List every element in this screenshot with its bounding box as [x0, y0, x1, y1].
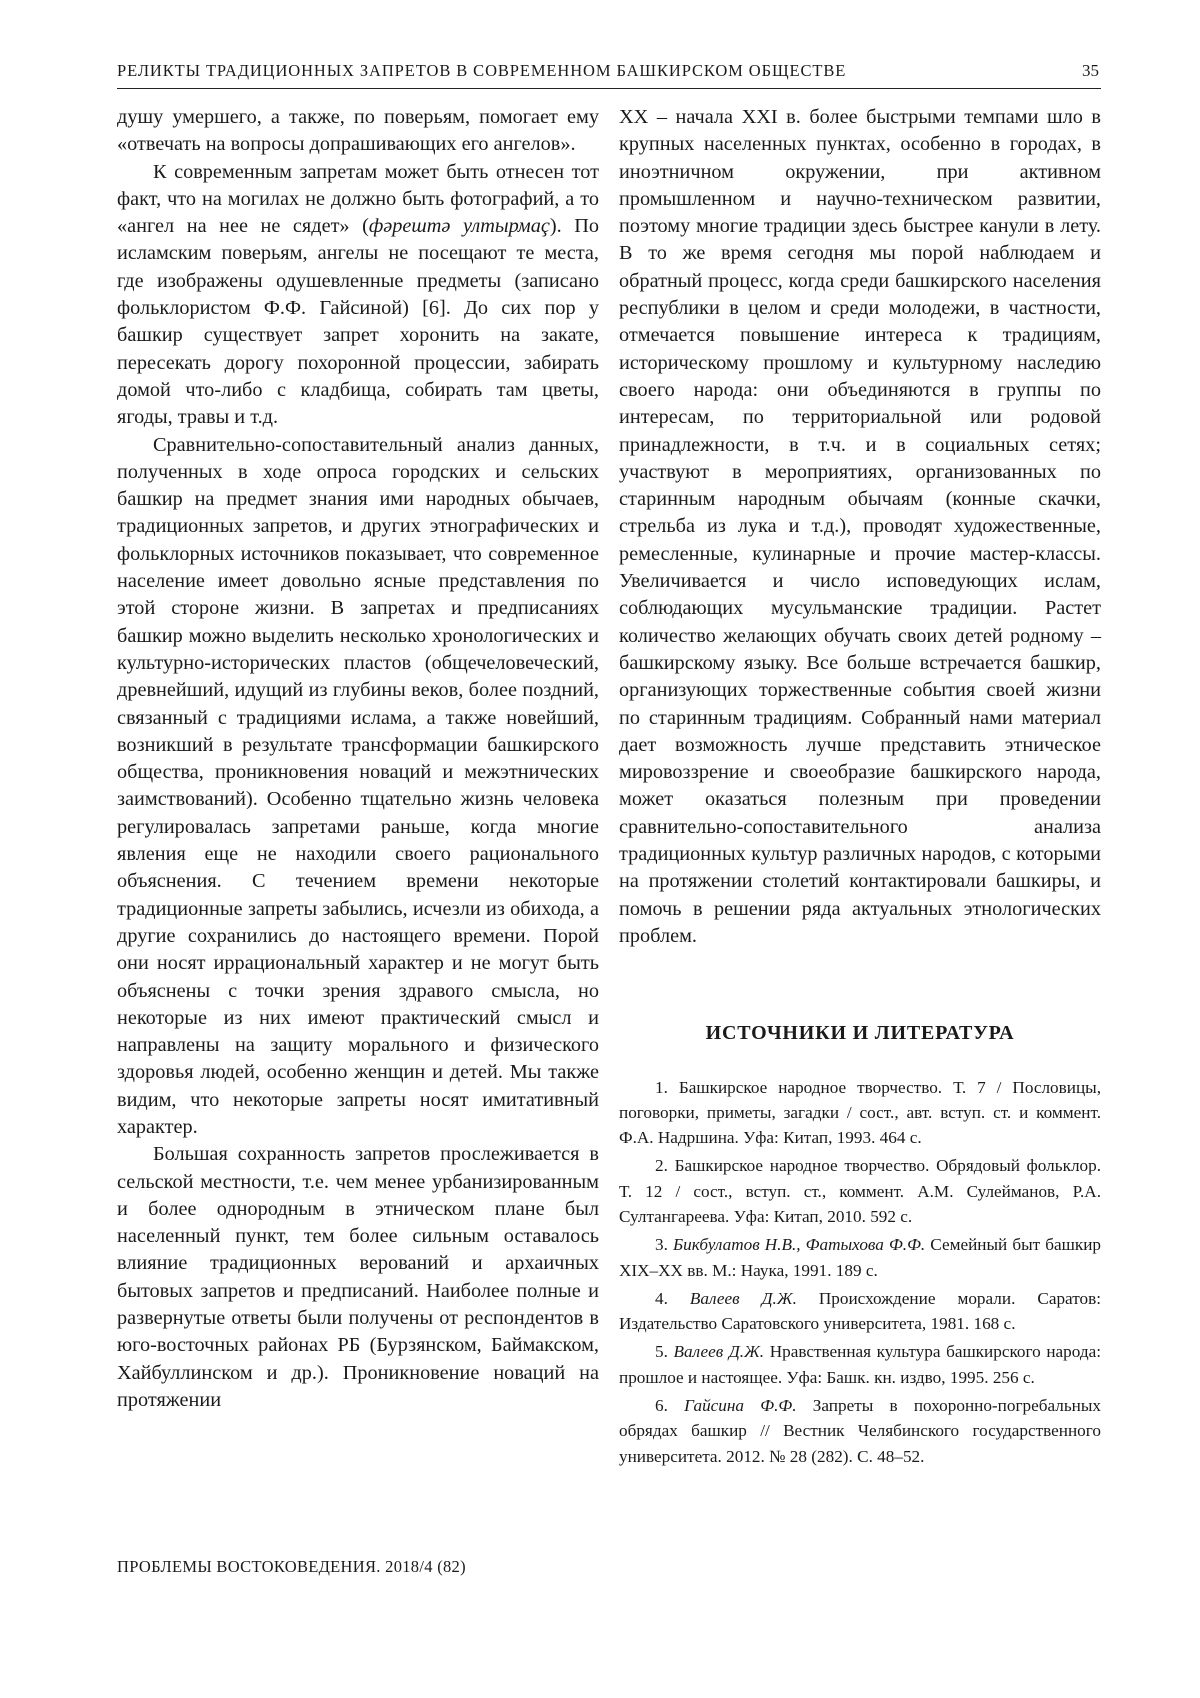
- reference-number: 1.: [655, 1077, 679, 1097]
- journal-footer: ПРОБЛЕМЫ ВОСТОКОВЕДЕНИЯ. 2018/4 (82): [117, 1557, 466, 1576]
- reference-item: [619, 1075, 1101, 1151]
- reference-number: 2.: [655, 1156, 675, 1176]
- paragraph: XX – начала XXI в. более быстрыми темпами шло в крупных населенных пунктах, особенно в городах, в иноэтничном окружении, при активном промышленном и научно-техническом развитии, поэтому многие традиции здесь быстрее канули в лету. В то же время сегодня мы порой наблюдаем и обратный процесс, когда среди башкирского населения республики в целом и среди молодежи, в частности, отмечается повышение интереса к традициям, историческому прошлому и культурному наследию своего народа: они объединяются в группы по интересам, по территориальной или родовой принадлежности, в т.ч. и в социальных сетях; участвуют в мероприятиях, организованных по старинным народным обычаям (конные скачки, стрельба из лука и т.д.), проводят художественные, ремесленные, кулинарные и прочие мастер-классы. Увеличивается и число исповедующих ислам, соблюдающих мусульманские традиции. Растет количество желающих обучать своих детей родному – башкирскому языку. Все больше встречается башкир, организующих торжественные события своей жизни по старинным традициям. Собранный нами материал дает возможность лучше представить этническое мировоззрение и своеобразие башкирского народа, может оказаться полезным при проведении сравнительно-сопоставительного анализа традиционных культур различных народов, с которыми на протяжении столетий контактировали башкиры, и помочь в решении ряда актуальных этнологических проблем.: [619, 106, 1101, 947]
- reference-text: Запреты в похоронно-погребальных обрядах башкир // Вестник Челябинского государственного университета. 2012. № 28 (282). С. 48–52.: [619, 1396, 1102, 1466]
- paragraph: Сравнительно-сопоставительный анализ данных, полученных в ходе опроса городских и сельских башкир на предмет знания ими народных обычаев, традиционных запретов, и других этнографических и фольклорных источников показывает, что современное население имеет довольно ясные представления по этой стороне жизни. В запретах и предписаниях башкир можно выделить несколько хронологических и культурно-исторических пластов (общечеловеческий, древнейший, идущий из глубины веков, более поздний, связанный с традициями ислама, а также новейший, возникший в результате трансформации башкирского общества, проникновения новаций и межэтнических заимствований). Особенно тщательно жизнь человека регулировалась запретами раньше, когда многие явления еще не находили своего рационального объяснения. С течением времени некоторые традиционные запреты забылись, исчезли из обихода, а другие сохранились до настоящего времени. Порой они носят иррациональный характер и не могут быть объяснены с точки зрения здравого смысла, но некоторые из них имеют практический смысл и направлены на защиту морального и физического здоровья людей, особенно женщин и детей. Мы также видим, что некоторые запреты носят имитативный характер.: [117, 433, 599, 1138]
- text-span: К современным запретам может быть отнесен тот факт, что на могилах не должно быть фотографий, а то «ангел на нее не сядет» (: [117, 160, 599, 238]
- running-header: [117, 58, 1101, 89]
- paragraph: Большая сохранность запретов прослеживается в сельской местности, т.е. чем менее урбанизированным и более однородным в этническом плане был населенный пункт, тем более сильным оставалось влияние традиционных верований и архаичных бытовых запретов и предписаний. Наиболее полные и развернутые ответы были получены от респондентов в юго-восточных районах РБ (Бурзянском, Баймакском, Хайбуллинском и др.). Проникновение новаций на протяжении: [117, 1143, 599, 1411]
- paragraph: [117, 159, 599, 432]
- reference-item: [619, 1339, 1101, 1390]
- reference-number: 3.: [655, 1235, 673, 1255]
- reference-author: Валеев Д.Ж.: [689, 1288, 797, 1308]
- reference-item: [619, 1153, 1101, 1229]
- reference-item: [619, 1393, 1101, 1469]
- reference-number: 5.: [655, 1342, 674, 1362]
- reference-text: Башкирское народное творчество. Т. 7 / Пословицы, поговорки, приметы, загадки / сост., авт. вступ. ст. и коммент. Ф.А. Надршина. Уфа: Китап, 1993. 464 с.: [619, 1077, 1101, 1148]
- running-title: РЕЛИКТЫ ТРАДИЦИОННЫХ ЗАПРЕТОВ В СОВРЕМЕННОМ БАШКИРСКОМ ОБЩЕСТВЕ: [117, 61, 847, 80]
- left-column: [117, 104, 599, 1414]
- italic-term: фәрештә ултырмаç: [368, 215, 550, 238]
- reference-text: Башкирское народное творчество. Обрядовый фольклор. Т. 12 / сост., вступ. ст., коммент. А.М. Сулейманов, Р.А. Султангареева. Уфа: Китап, 2010. 592 с.: [619, 1156, 1102, 1226]
- section-heading: ИСТОЧНИКИ И ЛИТЕРАТУРА: [705, 1022, 1015, 1045]
- reference-item: [619, 1286, 1101, 1337]
- text-span: ). По исламским поверьям, ангелы не посещают те места, где изображены одушевленные предметы (записано фольклористом Ф.Ф. Гайсиной) [6]. До сих пор у башкир существует запрет хоронить на закате, пересекать дорогу похоронной процессии, забирать домой что-либо с кладбища, собирать там цветы, ягоды, травы и т.д.: [117, 215, 600, 429]
- paragraph: душу умершего, а также, по поверьям, помогает ему «отвечать на вопросы допрашивающих его ангелов».: [117, 106, 599, 156]
- reference-author: Бикбулатов Н.В., Фатыхова Ф.Ф.: [672, 1235, 926, 1255]
- reference-number: 4.: [655, 1288, 690, 1308]
- reference-text: Семейный быт башкир XIX–XX вв. М.: Наука, 1991. 189 с.: [619, 1235, 1101, 1280]
- reference-list: [619, 1075, 1101, 1469]
- reference-text: Происхождение морали. Саратов: Издательство Саратовского университета, 1981. 168 с.: [619, 1288, 1101, 1334]
- reference-text: Нравственная культура башкирского народа: прошлое и настоящее. Уфа: Башк. кн. издво, 1995. 256 с.: [619, 1342, 1102, 1387]
- page-number: 35: [1082, 61, 1099, 80]
- reference-number: 6.: [655, 1396, 685, 1416]
- right-column: [619, 104, 1101, 1472]
- reference-author: Гайсина Ф.Ф.: [684, 1396, 797, 1416]
- reference-author: Валеев Д.Ж.: [673, 1342, 765, 1362]
- reference-item: [619, 1232, 1101, 1283]
